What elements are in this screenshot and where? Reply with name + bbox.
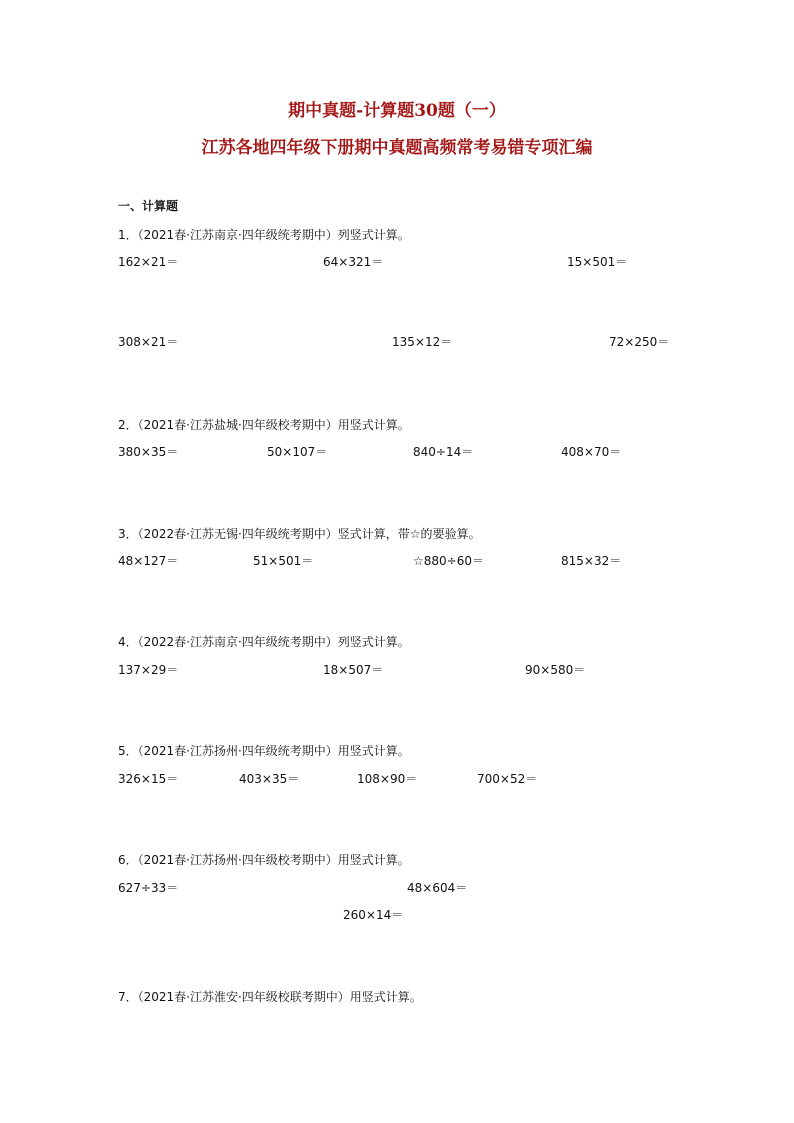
q3-expression-4: 815×32＝ xyxy=(561,554,622,568)
q1-expression-4: 308×21＝ xyxy=(118,335,179,349)
q1-expression-3: 15×501＝ xyxy=(567,255,628,269)
q2-expression-3: 840÷14＝ xyxy=(413,445,474,459)
title-line-2: 江苏各地四年级下册期中真题高频常考易错专项汇编 xyxy=(201,138,593,158)
q3-expression-3: ☆880÷60＝ xyxy=(413,554,484,568)
question-5-stem: 5．（2021春·江苏扬州·四年级统考期中）用竖式计算。 xyxy=(118,744,410,758)
q2-expression-4: 408×70＝ xyxy=(561,445,622,459)
q6-expression-1: 627÷33＝ xyxy=(118,881,179,895)
question-6-stem: 6．（2021春·江苏扬州·四年级校考期中）用竖式计算。 xyxy=(118,853,410,867)
q1-expression-6: 72×250＝ xyxy=(609,335,670,349)
q2-expression-1: 380×35＝ xyxy=(118,445,179,459)
q6-expression-3: 260×14＝ xyxy=(343,908,404,922)
q4-expression-1: 137×29＝ xyxy=(118,663,179,677)
q4-expression-2: 18×507＝ xyxy=(323,663,384,677)
section-heading: 一、计算题 xyxy=(118,199,179,213)
title-line-1: 期中真题-计算题30题（一） xyxy=(288,101,506,121)
q6-expression-2: 48×604＝ xyxy=(407,881,468,895)
q4-expression-3: 90×580＝ xyxy=(525,663,586,677)
q3-expression-1: 48×127＝ xyxy=(118,554,179,568)
q5-expression-3: 108×90＝ xyxy=(357,772,418,786)
question-2-stem: 2．（2021春·江苏盐城·四年级校考期中）用竖式计算。 xyxy=(118,418,410,432)
q1-expression-2: 64×321＝ xyxy=(323,255,384,269)
q5-expression-2: 403×35＝ xyxy=(239,772,300,786)
question-1-stem: 1．（2021春·江苏南京·四年级统考期中）列竖式计算。 xyxy=(118,228,410,242)
q3-expression-2: 51×501＝ xyxy=(253,554,314,568)
question-4-stem: 4．（2022春·江苏南京·四年级统考期中）列竖式计算。 xyxy=(118,635,410,649)
question-3-stem: 3．（2022春·江苏无锡·四年级统考期中）竖式计算，带☆的要验算。 xyxy=(118,527,481,541)
q5-expression-1: 326×15＝ xyxy=(118,772,179,786)
q5-expression-4: 700×52＝ xyxy=(477,772,538,786)
q2-expression-2: 50×107＝ xyxy=(267,445,328,459)
question-7-stem: 7．（2021春·江苏淮安·四年级校联考期中）用竖式计算。 xyxy=(118,990,422,1004)
q1-expression-5: 135×12＝ xyxy=(392,335,453,349)
q1-expression-1: 162×21＝ xyxy=(118,255,179,269)
